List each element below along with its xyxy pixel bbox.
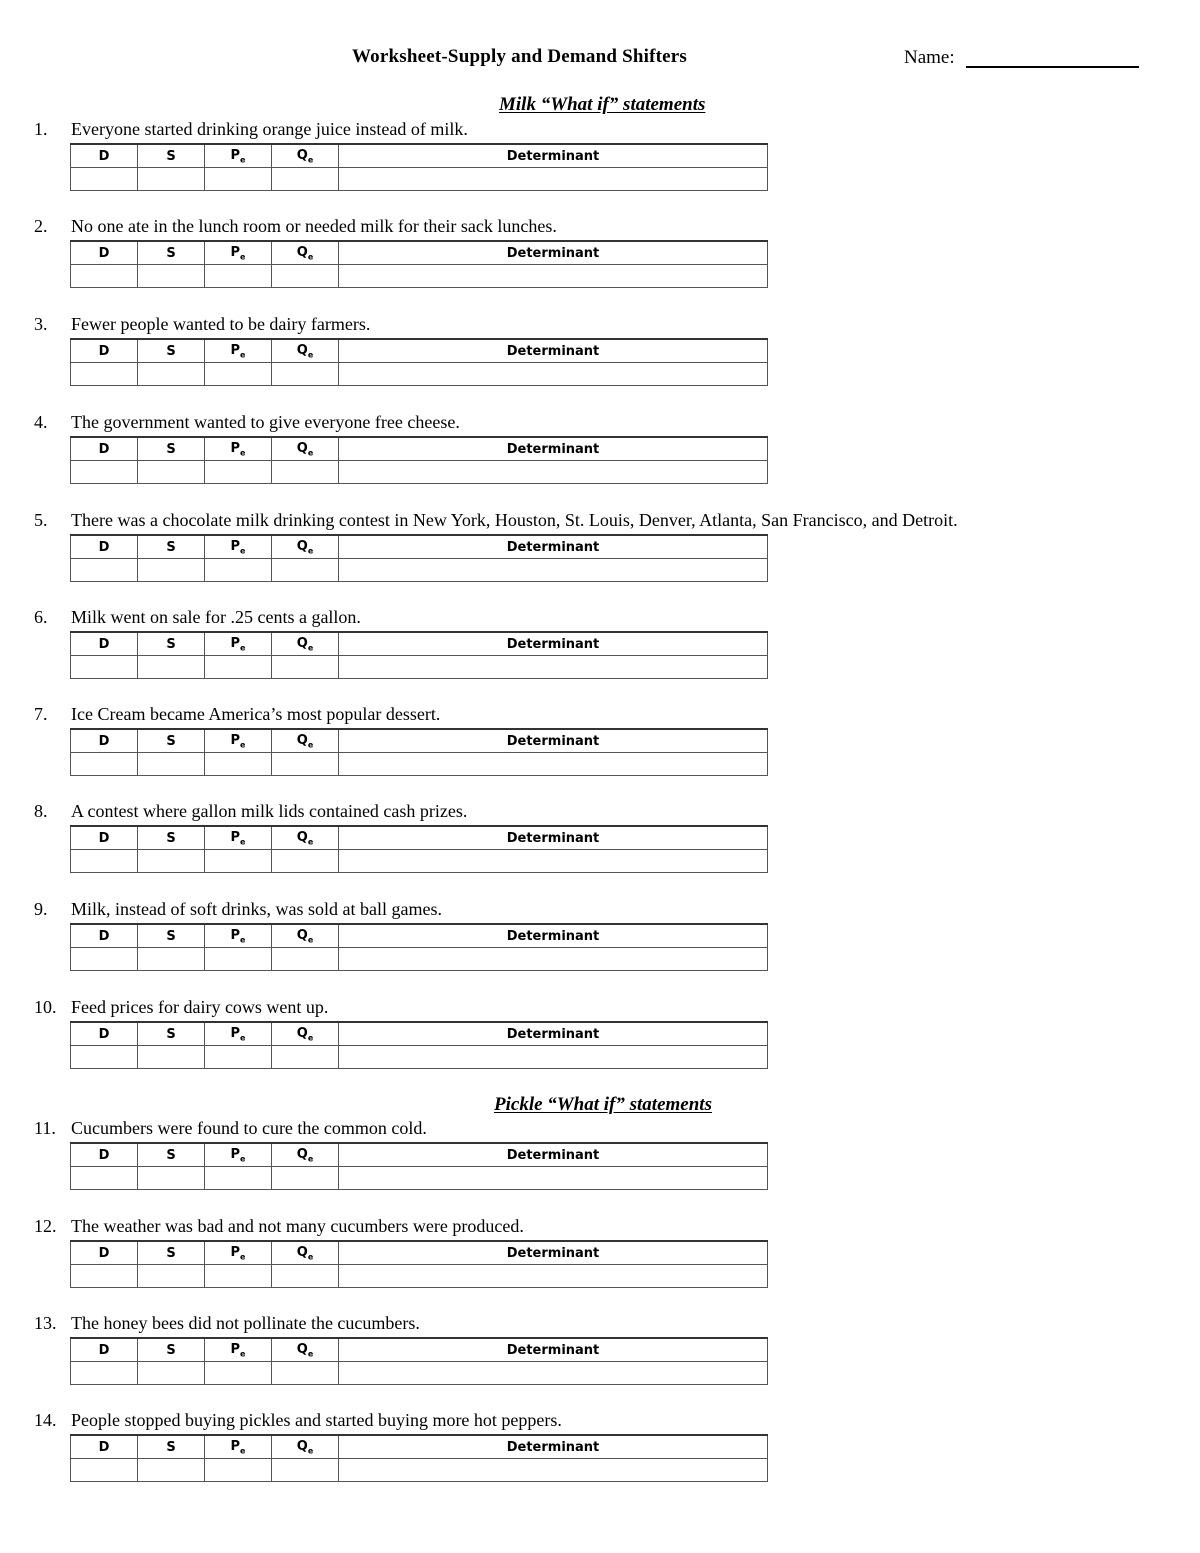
question-number: 4.	[34, 412, 48, 432]
answer-cell-demand[interactable]	[71, 948, 138, 971]
answer-table-header-row	[71, 144, 768, 168]
header-demand: D	[71, 535, 138, 559]
answer-cell-price[interactable]	[205, 168, 272, 191]
header-supply: S	[138, 241, 205, 265]
answer-cell-price[interactable]	[205, 1265, 272, 1288]
header-supply: S	[138, 826, 205, 850]
answer-table-answer-row	[71, 1362, 768, 1385]
header-equilibrium-quantity: $Q_e$	[272, 144, 339, 168]
answer-cell-price[interactable]	[205, 265, 272, 288]
answer-cell-determinant[interactable]	[339, 1046, 768, 1069]
question-text: A contest where gallon milk lids contained cash prizes.	[71, 801, 468, 821]
answer-table-header-row	[71, 437, 768, 461]
header-determinant: Determinant	[339, 1022, 768, 1046]
header-determinant: Determinant	[339, 924, 768, 948]
answer-cell-demand[interactable]	[71, 559, 138, 582]
answer-cell-determinant[interactable]	[339, 948, 768, 971]
header-demand: D	[71, 339, 138, 363]
milk-section-heading: Milk “What if” statements	[499, 94, 706, 115]
answer-table-header-row	[71, 1338, 768, 1362]
answer-cell-price[interactable]	[205, 559, 272, 582]
answer-cell-determinant[interactable]	[339, 656, 768, 679]
answer-cell-price[interactable]	[205, 1167, 272, 1190]
question-number: 7.	[34, 704, 48, 724]
answer-cell-determinant[interactable]	[339, 1362, 768, 1385]
question-number: 2.	[34, 216, 48, 236]
answer-table	[70, 240, 768, 288]
question-text: Milk, instead of soft drinks, was sold at ball games.	[71, 899, 442, 919]
answer-table-answer-row	[71, 753, 768, 776]
answer-cell-quantity[interactable]	[272, 1362, 339, 1385]
header-supply: S	[138, 729, 205, 753]
question-text: Milk went on sale for .25 cents a gallon.	[71, 607, 361, 627]
answer-table	[70, 534, 768, 582]
answer-table	[70, 1021, 768, 1069]
answer-table-header-row	[71, 1241, 768, 1265]
answer-cell-supply[interactable]	[138, 1265, 205, 1288]
header-equilibrium-price: $P_e$	[205, 632, 272, 656]
answer-cell-supply[interactable]	[138, 850, 205, 873]
header-supply: S	[138, 1435, 205, 1459]
answer-cell-price[interactable]	[205, 1362, 272, 1385]
answer-table	[70, 1434, 768, 1482]
header-equilibrium-quantity: $Q_e$	[272, 241, 339, 265]
answer-table	[70, 436, 768, 484]
answer-table	[70, 728, 768, 776]
header-demand: D	[71, 1338, 138, 1362]
header-equilibrium-quantity: $Q_e$	[272, 1338, 339, 1362]
answer-cell-supply[interactable]	[138, 168, 205, 191]
answer-cell-quantity[interactable]	[272, 1265, 339, 1288]
answer-cell-determinant[interactable]	[339, 753, 768, 776]
answer-table-answer-row	[71, 168, 768, 191]
answer-table-answer-row	[71, 1459, 768, 1482]
question-number: 9.	[34, 899, 48, 919]
answer-table-answer-row	[71, 656, 768, 679]
answer-table	[70, 1337, 768, 1385]
header-equilibrium-quantity: $Q_e$	[272, 924, 339, 948]
header-demand: D	[71, 924, 138, 948]
header-demand: D	[71, 1143, 138, 1167]
answer-cell-supply[interactable]	[138, 559, 205, 582]
answer-cell-determinant[interactable]	[339, 1459, 768, 1482]
header-equilibrium-price: $P_e$	[205, 241, 272, 265]
answer-table-answer-row	[71, 265, 768, 288]
answer-cell-price[interactable]	[205, 656, 272, 679]
answer-table-header-row	[71, 1022, 768, 1046]
pickle-section-heading: Pickle “What if” statements	[494, 1094, 712, 1115]
header-equilibrium-price: $P_e$	[205, 1022, 272, 1046]
answer-cell-quantity[interactable]	[272, 753, 339, 776]
question-number: 8.	[34, 801, 48, 821]
answer-cell-quantity[interactable]	[272, 1459, 339, 1482]
answer-table-header-row	[71, 924, 768, 948]
answer-table	[70, 825, 768, 873]
question-number: 11.	[34, 1118, 56, 1138]
header-equilibrium-price: $P_e$	[205, 339, 272, 363]
answer-cell-quantity[interactable]	[272, 265, 339, 288]
answer-cell-demand[interactable]	[71, 1046, 138, 1069]
answer-cell-demand[interactable]	[71, 1265, 138, 1288]
header-supply: S	[138, 437, 205, 461]
header-equilibrium-quantity: $Q_e$	[272, 535, 339, 559]
answer-cell-quantity[interactable]	[272, 850, 339, 873]
answer-cell-supply[interactable]	[138, 656, 205, 679]
answer-cell-determinant[interactable]	[339, 461, 768, 484]
question-number: 5.	[34, 510, 48, 530]
answer-cell-determinant[interactable]	[339, 168, 768, 191]
header-equilibrium-quantity: $Q_e$	[272, 1435, 339, 1459]
header-equilibrium-price: $P_e$	[205, 1241, 272, 1265]
header-demand: D	[71, 826, 138, 850]
answer-cell-supply[interactable]	[138, 948, 205, 971]
header-supply: S	[138, 1143, 205, 1167]
header-demand: D	[71, 1435, 138, 1459]
answer-cell-price[interactable]	[205, 461, 272, 484]
answer-table-header-row	[71, 729, 768, 753]
answer-table	[70, 1142, 768, 1190]
header-equilibrium-price: $P_e$	[205, 826, 272, 850]
answer-table-answer-row	[71, 363, 768, 386]
header-determinant: Determinant	[339, 144, 768, 168]
answer-cell-supply[interactable]	[138, 461, 205, 484]
answer-table-header-row	[71, 1143, 768, 1167]
answer-table	[70, 338, 768, 386]
answer-cell-demand[interactable]	[71, 1362, 138, 1385]
answer-cell-demand[interactable]	[71, 753, 138, 776]
header-equilibrium-quantity: $Q_e$	[272, 437, 339, 461]
answer-cell-determinant[interactable]	[339, 1167, 768, 1190]
header-demand: D	[71, 144, 138, 168]
header-supply: S	[138, 1241, 205, 1265]
answer-cell-determinant[interactable]	[339, 850, 768, 873]
answer-cell-supply[interactable]	[138, 265, 205, 288]
question-number: 14.	[34, 1410, 57, 1430]
header-determinant: Determinant	[339, 535, 768, 559]
answer-cell-demand[interactable]	[71, 850, 138, 873]
header-supply: S	[138, 535, 205, 559]
answer-cell-price[interactable]	[205, 948, 272, 971]
header-equilibrium-price: $P_e$	[205, 924, 272, 948]
header-equilibrium-price: $P_e$	[205, 1435, 272, 1459]
answer-cell-supply[interactable]	[138, 1459, 205, 1482]
header-equilibrium-price: $P_e$	[205, 535, 272, 559]
answer-cell-demand[interactable]	[71, 363, 138, 386]
header-demand: D	[71, 1241, 138, 1265]
answer-table-answer-row	[71, 461, 768, 484]
answer-cell-quantity[interactable]	[272, 559, 339, 582]
answer-table-answer-row	[71, 559, 768, 582]
header-supply: S	[138, 339, 205, 363]
answer-cell-supply[interactable]	[138, 1046, 205, 1069]
header-determinant: Determinant	[339, 339, 768, 363]
header-equilibrium-quantity: $Q_e$	[272, 632, 339, 656]
answer-table-header-row	[71, 241, 768, 265]
question-text: Everyone started drinking orange juice instead of milk.	[71, 119, 468, 139]
answer-cell-demand[interactable]	[71, 1167, 138, 1190]
question-text: The weather was bad and not many cucumbers were produced.	[71, 1216, 524, 1236]
header-supply: S	[138, 1022, 205, 1046]
answer-table-header-row	[71, 1435, 768, 1459]
answer-cell-determinant[interactable]	[339, 265, 768, 288]
question-number: 3.	[34, 314, 48, 334]
header-determinant: Determinant	[339, 1435, 768, 1459]
header-determinant: Determinant	[339, 632, 768, 656]
answer-table-header-row	[71, 535, 768, 559]
header-supply: S	[138, 924, 205, 948]
answer-cell-supply[interactable]	[138, 753, 205, 776]
header-demand: D	[71, 437, 138, 461]
question-number: 10.	[34, 997, 57, 1017]
question-text: There was a chocolate milk drinking contest in New York, Houston, St. Louis, Denver, Atlanta, San Francisco, and Detroit.	[71, 510, 958, 530]
header-determinant: Determinant	[339, 1338, 768, 1362]
answer-cell-supply[interactable]	[138, 1362, 205, 1385]
answer-table	[70, 923, 768, 971]
answer-cell-price[interactable]	[205, 753, 272, 776]
question-number: 6.	[34, 607, 48, 627]
name-label: Name:	[904, 47, 955, 68]
question-number: 1.	[34, 119, 48, 139]
answer-cell-determinant[interactable]	[339, 363, 768, 386]
header-determinant: Determinant	[339, 826, 768, 850]
question-text: The honey bees did not pollinate the cucumbers.	[71, 1313, 420, 1333]
answer-table-header-row	[71, 632, 768, 656]
header-equilibrium-quantity: $Q_e$	[272, 1022, 339, 1046]
question-text: Cucumbers were found to cure the common cold.	[71, 1118, 427, 1138]
header-determinant: Determinant	[339, 1143, 768, 1167]
answer-cell-supply[interactable]	[138, 363, 205, 386]
header-demand: D	[71, 241, 138, 265]
answer-table	[70, 631, 768, 679]
header-determinant: Determinant	[339, 1241, 768, 1265]
name-blank-line[interactable]	[966, 66, 1139, 68]
answer-cell-price[interactable]	[205, 1459, 272, 1482]
header-determinant: Determinant	[339, 729, 768, 753]
header-demand: D	[71, 632, 138, 656]
header-determinant: Determinant	[339, 241, 768, 265]
answer-cell-supply[interactable]	[138, 1167, 205, 1190]
header-equilibrium-price: $P_e$	[205, 729, 272, 753]
answer-cell-quantity[interactable]	[272, 948, 339, 971]
header-demand: D	[71, 729, 138, 753]
header-equilibrium-quantity: $Q_e$	[272, 826, 339, 850]
header-equilibrium-price: $P_e$	[205, 144, 272, 168]
header-equilibrium-price: $P_e$	[205, 437, 272, 461]
answer-cell-price[interactable]	[205, 1046, 272, 1069]
answer-table-answer-row	[71, 1046, 768, 1069]
answer-cell-demand[interactable]	[71, 265, 138, 288]
answer-cell-price[interactable]	[205, 850, 272, 873]
question-text: People stopped buying pickles and started buying more hot peppers.	[71, 1410, 562, 1430]
header-supply: S	[138, 144, 205, 168]
question-text: Fewer people wanted to be dairy farmers.	[71, 314, 371, 334]
question-number: 12.	[34, 1216, 57, 1236]
worksheet-title: Worksheet-Supply and Demand Shifters	[352, 46, 688, 67]
answer-table-answer-row	[71, 850, 768, 873]
answer-cell-determinant[interactable]	[339, 559, 768, 582]
answer-cell-demand[interactable]	[71, 1459, 138, 1482]
header-supply: S	[138, 1338, 205, 1362]
header-equilibrium-quantity: $Q_e$	[272, 1241, 339, 1265]
answer-table-header-row	[71, 826, 768, 850]
header-determinant: Determinant	[339, 437, 768, 461]
answer-cell-demand[interactable]	[71, 656, 138, 679]
question-text: Ice Cream became America’s most popular dessert.	[71, 704, 441, 724]
question-text: Feed prices for dairy cows went up.	[71, 997, 329, 1017]
header-equilibrium-price: $P_e$	[205, 1338, 272, 1362]
header-demand: D	[71, 1022, 138, 1046]
header-equilibrium-quantity: $Q_e$	[272, 339, 339, 363]
answer-cell-price[interactable]	[205, 363, 272, 386]
header-equilibrium-quantity: $Q_e$	[272, 1143, 339, 1167]
answer-table-answer-row	[71, 948, 768, 971]
header-supply: S	[138, 632, 205, 656]
header-equilibrium-quantity: $Q_e$	[272, 729, 339, 753]
answer-cell-quantity[interactable]	[272, 168, 339, 191]
answer-cell-demand[interactable]	[71, 168, 138, 191]
answer-table-answer-row	[71, 1167, 768, 1190]
answer-table-header-row	[71, 339, 768, 363]
header-equilibrium-price: $P_e$	[205, 1143, 272, 1167]
answer-cell-demand[interactable]	[71, 461, 138, 484]
question-number: 13.	[34, 1313, 57, 1333]
answer-cell-quantity[interactable]	[272, 461, 339, 484]
answer-cell-quantity[interactable]	[272, 1167, 339, 1190]
answer-cell-determinant[interactable]	[339, 1265, 768, 1288]
answer-cell-quantity[interactable]	[272, 1046, 339, 1069]
answer-cell-quantity[interactable]	[272, 363, 339, 386]
answer-table	[70, 1240, 768, 1288]
answer-table	[70, 143, 768, 191]
answer-table-answer-row	[71, 1265, 768, 1288]
answer-cell-quantity[interactable]	[272, 656, 339, 679]
question-text: The government wanted to give everyone free cheese.	[71, 412, 460, 432]
question-text: No one ate in the lunch room or needed milk for their sack lunches.	[71, 216, 557, 236]
